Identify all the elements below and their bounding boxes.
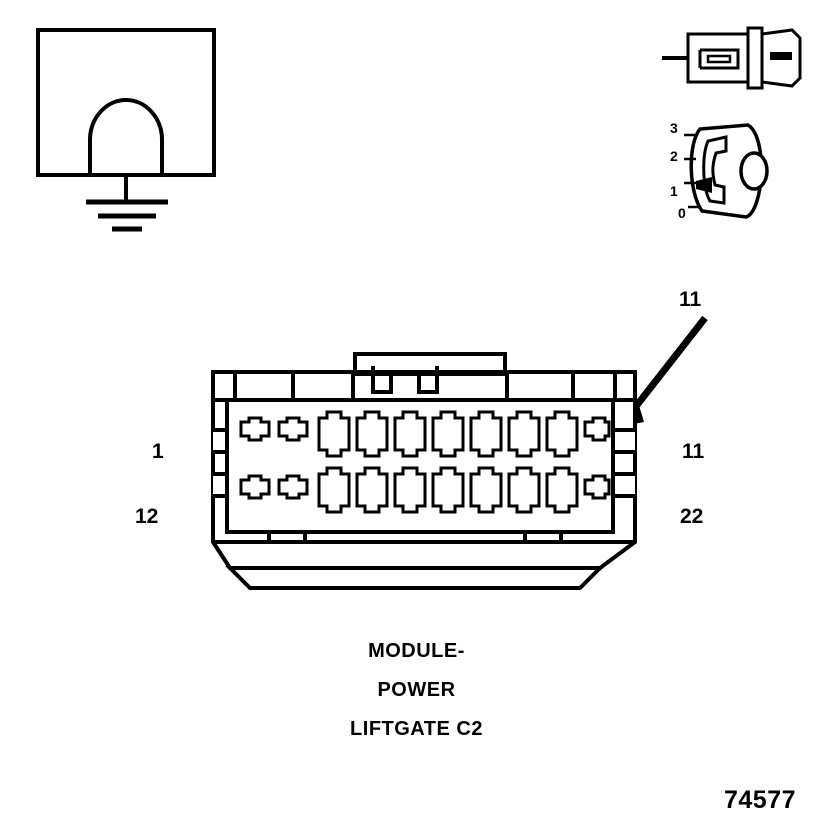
cavity-11 <box>585 418 609 440</box>
module-power-liftgate-c2-connector <box>205 352 645 592</box>
connector-side-view-icon <box>660 24 805 92</box>
figure-id-number: 74577 <box>724 786 797 814</box>
keying-tick-label-3: 3 <box>670 120 678 136</box>
caption-line-1: MODULE- <box>368 640 465 662</box>
connector-keying-graphic <box>668 115 798 225</box>
pin-label-right-bottom: 22 <box>680 505 704 528</box>
connector-keying-icon <box>668 115 798 225</box>
keying-tick-label-2: 2 <box>670 148 678 164</box>
cavity-22 <box>585 476 609 498</box>
callout-label-11: 11 <box>679 288 702 311</box>
connector-face-graphic <box>205 352 645 592</box>
caption-line-2: POWER <box>377 679 456 701</box>
ground-loop-symbol <box>28 20 228 240</box>
pin-label-right-top: 11 <box>682 440 705 463</box>
pin-label-left-bottom: 12 <box>135 505 159 528</box>
ground-loop-symbol-graphic <box>28 20 228 240</box>
keying-tick-label-1: 1 <box>670 183 678 199</box>
pin-label-left-top: 1 <box>152 440 164 463</box>
connector-side-view-graphic <box>660 24 805 92</box>
caption-line-3: LIFTGATE C2 <box>350 718 483 740</box>
keying-tick-label-0: 0 <box>678 205 686 221</box>
